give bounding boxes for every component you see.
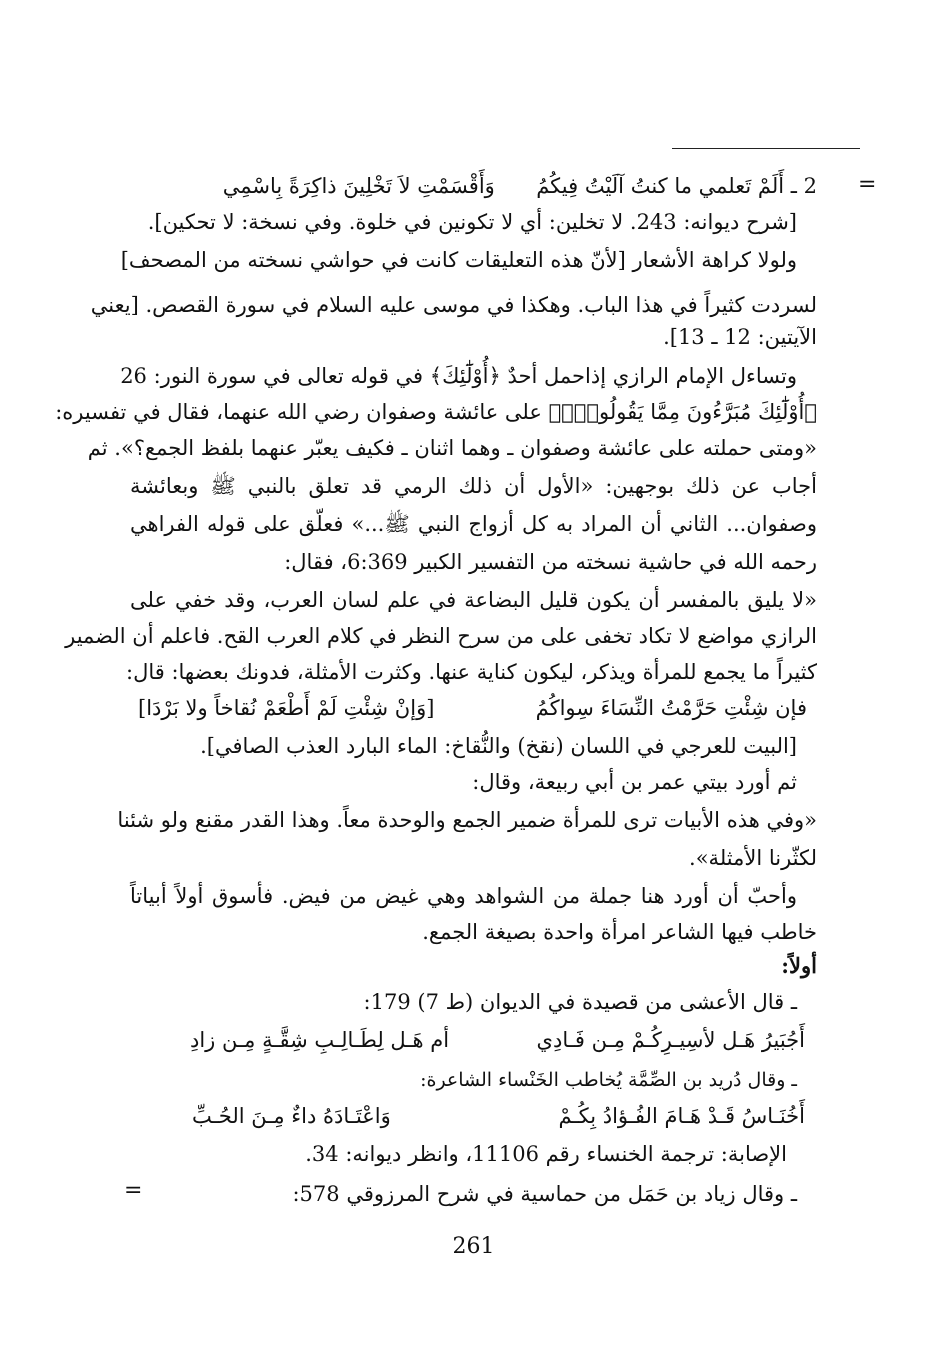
asha-verse-second-hemistich: أم هَـل لِطَـالِـبِ شِقَّـةٍ مِـن زادِ — [190, 1028, 450, 1052]
durayd-verse-first-hemistich: أَخُنَـاسُ قَـدْ هَـامَ الفُـؤادُ بِكُـمْ — [558, 1104, 805, 1128]
farahi-quote-line: الرازي مواضع لا تكاد تخفى على من سرح النظر في كلام العرب القح. فاعلم أن الضمير — [65, 624, 817, 648]
section-heading-first: أولاً: — [781, 953, 817, 978]
isaba-reference-line: الإصابة: ترجمة الخنساء رقم 11106، وانظر ديوانه: 34. — [305, 1142, 787, 1166]
razi-paragraph-line: وتساءل الإمام الرازي إذاحمل أحدٌ ﴿أُوْلَٰٓئِكَ﴾ في قوله تعالى في سورة النور: 26 — [120, 364, 797, 388]
diwan-commentary-line: [شرح ديوانه: 243. لا تخلين: أي لا تكونين في خلوة. وفي نسخة: لا تحكين]. — [147, 210, 797, 234]
page-number: 261 — [452, 1234, 495, 1259]
lisan-reference-line: [البيت للعرجي في اللسان (نقخ) والنُّقاخ: الماء البارد العذب الصافي]. — [200, 734, 797, 758]
asha-verse-first-hemistich: أَجُبَيرُ هَـل لأسِيـرِكُـمْ مِـن فَـادِي — [536, 1028, 805, 1052]
arji-verse-second-hemistich: [وَإنْ شِئْتِ لَمْ أَطْعَمْ نُقاخاً ولا بَرْدَا] — [138, 696, 435, 720]
farahi-quote-line: «وفي هذه الأبيات ترى للمرأة ضمير الجمع والوحدة معاً. وهذا القدر مقنع ولو شئنا — [117, 808, 817, 832]
paragraph-line: لسردت كثيراً في هذا الباب. وهكذا في موسى عليه السلام في سورة القصص. [يعني — [90, 293, 817, 317]
verse-2-first-hemistich: أَلَمْ تَعلمي ما كنتُ آلَيْتُ فِيكُمُ — [536, 174, 785, 198]
durayd-verse-second-hemistich: وَاعْتَـادَهُ داءٌ مِـنَ الحُـبِّ — [192, 1104, 391, 1128]
farahi-quote-line: «لا يليق بالمفسر أن يكون قليل البضاعة في علم لسان العرب، وقد خفي على — [130, 588, 817, 612]
example-intro-durayd: ـ وقال دُريد بن الصِّمَّة يُخاطب الخَنْساء الشاعرة: — [420, 1069, 797, 1091]
razi-paragraph-line: أجاب عن ذلك بوجهين: «الأول أن ذلك الرمي قد تعلق بالنبي ﷺ وبعائشة — [130, 474, 817, 498]
continuation-mark-top: = — [858, 172, 877, 197]
paragraph-line: الآيتين: 12 ـ 13]. — [663, 325, 817, 349]
farahi-quote-line: كثيراً ما يجمع للمرأة ويذكر، ليكون كناية عنها. وكثرت الأمثلة، فدونك بعضها: قال: — [126, 660, 817, 684]
verse-2-second-hemistich: وَأَقْسَمْتِ لاَ تَخْلِينَ ذاكِرَةً بِاسْمِي — [222, 174, 495, 198]
example-intro-ziyad: ـ وقال زياد بن حَمَل من حماسية في شرح المرزوقي 578: — [292, 1182, 797, 1206]
intro-paragraph-line: خاطب فيها الشاعر امرأة واحدة بصيغة الجمع. — [422, 920, 817, 944]
paragraph-line: ثم أورد بيتي عمر بن أبي ربيعة، وقال: — [472, 770, 797, 794]
razi-paragraph-line: ﴿أُوْلَٰٓئِكَ مُبَرَّءُونَ مِمَّا يَقُولُونَۖ﴾ على عائشة وصفوان رضي الله عنهما، فقال في تفسيره: — [55, 400, 817, 424]
verse-number: 2 ـ — [790, 174, 817, 198]
footnote-separator-rule — [672, 148, 860, 149]
razi-paragraph-line: رحمه الله في حاشية نسخته من التفسير الكبير 6:369، فقال: — [284, 550, 817, 574]
razi-paragraph-line: «ومتى حملته على عائشة وصفوان ـ وهما اثنان ـ فكيف يعبّر عنهما بلفظ الجمع؟». ثم — [87, 436, 817, 460]
paragraph-line: ولولا كراهة الأشعار [لأنّ هذه التعليقات كانت في حواشي نسخته من المصحف] — [120, 248, 797, 272]
intro-paragraph-line: وأحبّ أن أورد هنا جملة من الشواهد وهي غيض من فيض. فأسوق أولاً أبياتاً — [130, 884, 797, 908]
razi-paragraph-line: وصفوان... الثاني أن المراد به كل أزواج النبي ﷺ...» فعلّق على قوله الفراهي — [130, 512, 817, 536]
continuation-mark-bottom: = — [124, 1178, 143, 1203]
verse-2-line — [223, 170, 817, 202]
arji-verse-first-hemistich: فإن شِئْتِ حَرَّمْتُ النِّسَاءَ سِواكُمُ — [535, 696, 807, 720]
example-intro-asha: ـ قال الأعشى من قصيدة في الديوان (ط 7) 179: — [363, 990, 797, 1014]
farahi-quote-line: لكثّرنا الأمثلة». — [689, 846, 817, 870]
